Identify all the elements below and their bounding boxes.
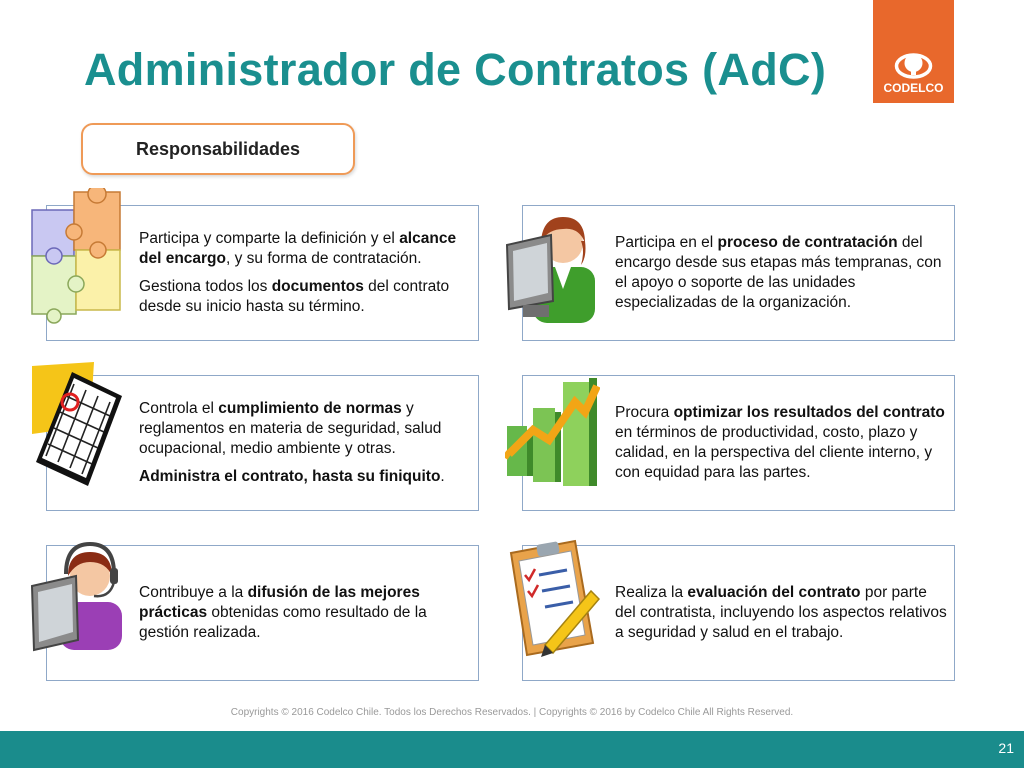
text-run: y reglamentos en materia de seguridad, salud ocupacional, medio ambiente y otras. [139, 400, 442, 457]
person-computer-icon [505, 205, 600, 325]
page-number: 21 [998, 740, 1014, 756]
bold-text: alcance del encargo [139, 230, 457, 267]
text-run: Participa y comparte la definición y el [139, 230, 400, 247]
calendar-icon [32, 362, 124, 490]
footer-bar [0, 731, 1024, 768]
text-run: , y su forma de contratación. [226, 250, 422, 267]
text-run: por parte del contratista, incluyendo los aspectos relativos a seguridad y salud en el trabajo. [615, 584, 947, 641]
card-paragraph [139, 467, 472, 487]
codelco-emblem-icon [873, 0, 954, 80]
text-run: Procura [615, 404, 674, 421]
text-run: Gestiona todos los [139, 278, 272, 295]
bold-text: Administra el contrato, hasta su finiquito [139, 468, 441, 485]
headset-operator-icon [30, 538, 122, 664]
text-run: . [440, 468, 445, 485]
puzzle-icon [30, 188, 122, 328]
card-paragraph [615, 403, 948, 483]
logo-text: CODELCO [883, 81, 944, 95]
card-text [615, 546, 948, 680]
copyright-text: Copyrights © 2016 Codelco Chile. Todos los Derechos Reservados. | Copyrights © 2016 by Codelco Chile All Rights Reserved. [230, 707, 794, 718]
text-run: del contrato desde su inicio hasta su término. [139, 278, 450, 315]
codelco-logo [873, 0, 954, 103]
text-run: en términos de productividad, costo, plazo y calidad, en la perspectiva del cliente interno, y con equidad para las partes. [615, 424, 933, 481]
card-paragraph [139, 277, 472, 317]
text-run: Contribuye a la [139, 584, 248, 601]
bold-text: optimizar los resultados del contrato [673, 404, 945, 421]
text-run: obtenidas como resultado de la gestión realizada. [139, 604, 427, 641]
bold-text: documentos [271, 278, 364, 295]
growth-chart-icon [505, 368, 600, 490]
card-text [139, 546, 472, 680]
text-run: Participa en el [615, 234, 718, 251]
slide-title: Administrador de Contratos (AdC) [84, 44, 827, 95]
bold-text: cumplimiento de normas [218, 400, 402, 417]
responsabilidades-label: Responsabilidades [81, 123, 355, 175]
card-text [615, 206, 948, 340]
text-run: Controla el [139, 400, 219, 417]
card-paragraph [139, 399, 472, 459]
bold-text: evaluación del contrato [687, 584, 861, 601]
card-text [139, 206, 472, 340]
card-paragraph [615, 583, 948, 643]
card-text [139, 376, 472, 510]
bold-text: difusión de las mejores prácticas [139, 584, 420, 621]
card-paragraph [615, 233, 948, 313]
card-paragraph [139, 229, 472, 269]
card-text [615, 376, 948, 510]
bold-text: proceso de contratación [717, 234, 898, 251]
text-run: del encargo desde sus etapas más tempranas, con el apoyo o soporte de las unidades especializadas de la organización. [615, 234, 942, 311]
clipboard-checklist-icon [505, 535, 600, 665]
text-run: Realiza la [615, 584, 688, 601]
card-paragraph [139, 583, 472, 643]
